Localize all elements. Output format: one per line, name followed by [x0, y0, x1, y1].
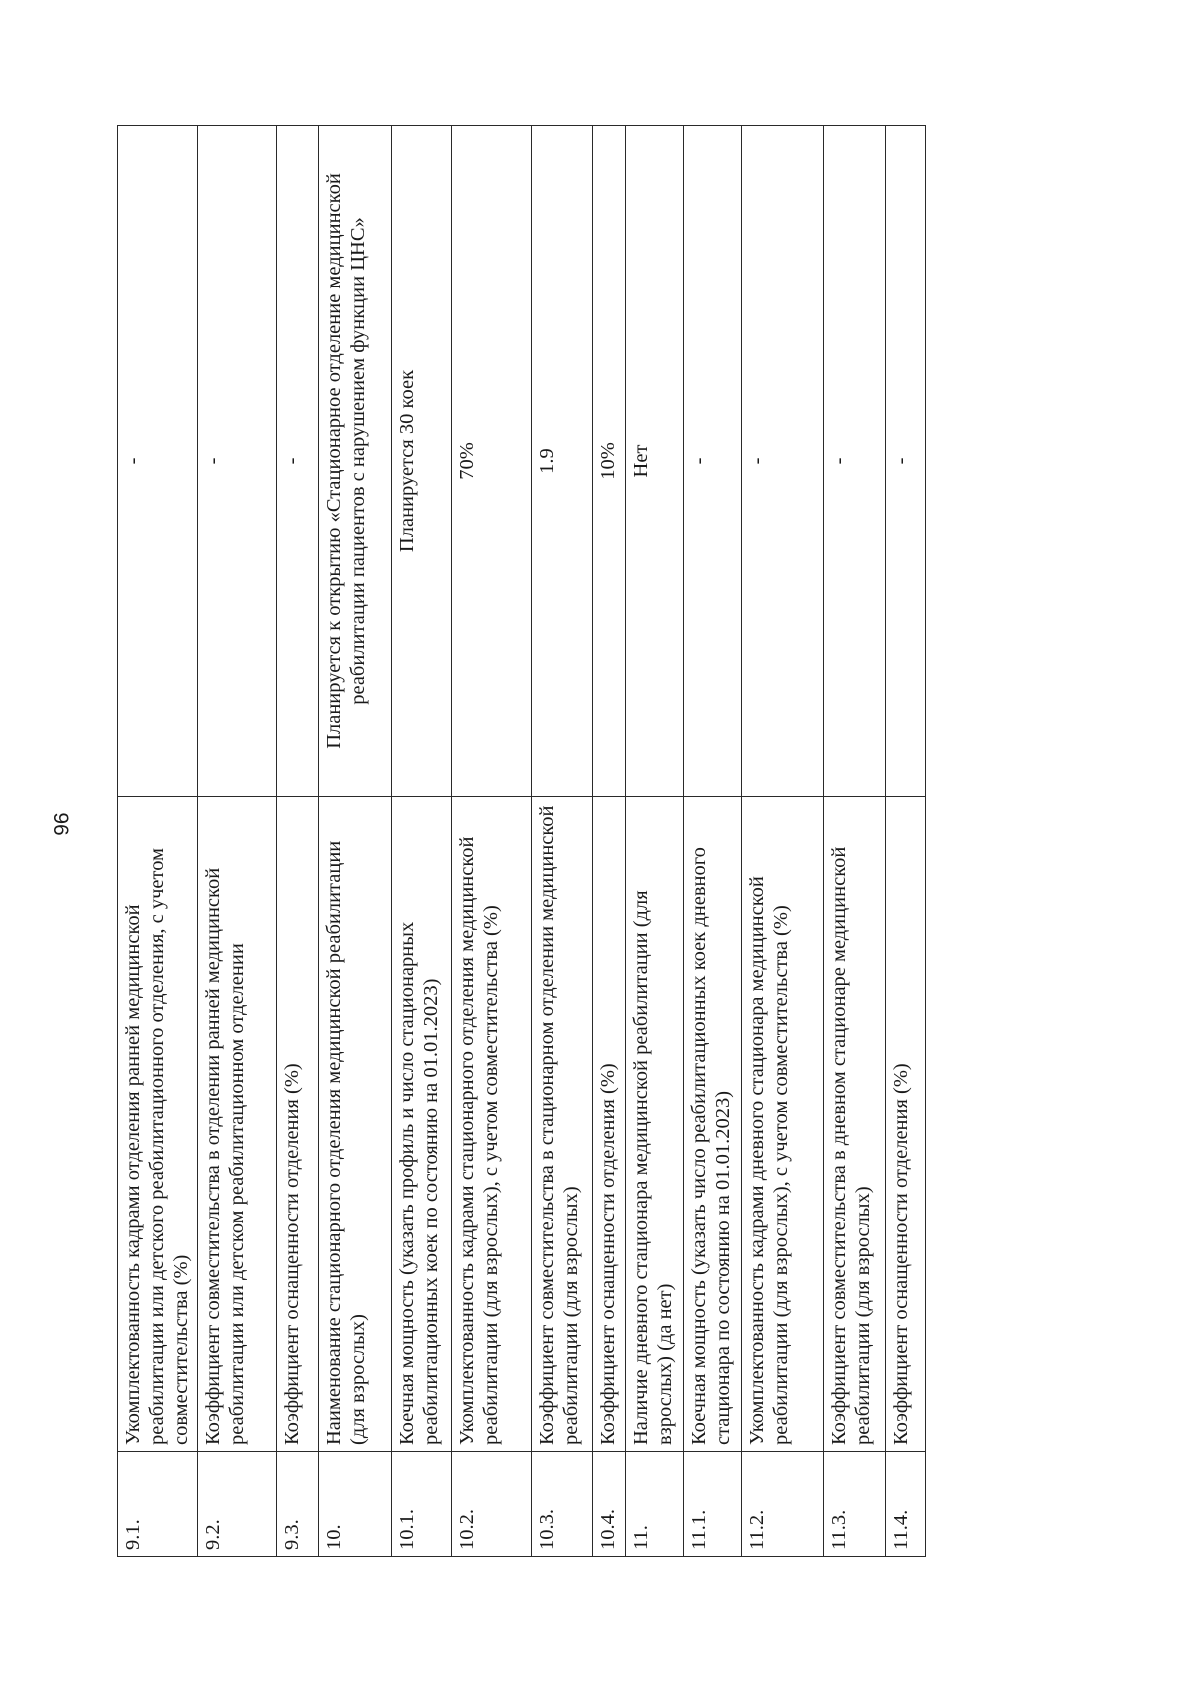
row-number: 9.3.: [276, 1452, 318, 1557]
indicator-value: -: [823, 126, 885, 797]
table-row: [118, 126, 198, 1557]
row-number: 10.1.: [391, 1452, 451, 1557]
row-number: 9.1.: [118, 1452, 198, 1557]
table-row: [318, 126, 391, 1557]
indicator-name: Укомплектованность кадрами дневного стационара медицинской реабилитации (для взрослых), с учетом совместительства (%): [741, 797, 823, 1452]
indicator-value: Планируется к открытию «Стационарное отделение медицинской реабилитации пациентов с нарушением функции ЦНС»: [318, 126, 391, 797]
table-row: [451, 126, 531, 1557]
indicator-name: Наименование стационарного отделения медицинской реабилитации (для взрослых): [318, 797, 391, 1452]
table-row: [276, 126, 318, 1557]
table-row: [885, 126, 925, 1557]
indicator-name: Укомплектованность кадрами отделения ранней медицинской реабилитации или детского реабилитационного отделения, с учетом совместительства (%): [118, 797, 198, 1452]
indicator-name: Коэффициент совместительства в отделении ранней медицинской реабилитации или детском реабилитационном отделении: [197, 797, 276, 1452]
indicator-name: Коечная мощность (указать профиль и число стационарных реабилитационных коек по состоянию на 01.01.2023): [391, 797, 451, 1452]
table-row: [391, 126, 451, 1557]
indicator-value: -: [683, 126, 741, 797]
indicator-name: Укомплектованность кадрами стационарного отделения медицинской реабилитации (для взрослых), с учетом совместительства (%): [451, 797, 531, 1452]
row-number: 11.: [625, 1452, 683, 1557]
indicator-value: Планируется 30 коек: [391, 126, 451, 797]
indicator-value: Нет: [625, 126, 683, 797]
table-row: [531, 126, 592, 1557]
indicator-value: -: [197, 126, 276, 797]
indicator-value: -: [741, 126, 823, 797]
indicator-name: Коэффициент совместительства в стационарном отделении медицинской реабилитации (для взрослых): [531, 797, 592, 1452]
row-number: 11.2.: [741, 1452, 823, 1557]
indicator-value: -: [276, 126, 318, 797]
page-number: 96: [49, 812, 72, 836]
indicator-value: -: [118, 126, 198, 797]
row-number: 9.2.: [197, 1452, 276, 1557]
table-row: [625, 126, 683, 1557]
indicator-table-container: [117, 125, 1167, 1557]
table-row: [683, 126, 741, 1557]
row-number: 11.3.: [823, 1452, 885, 1557]
indicator-name: Коэффициент совместительства в дневном стационаре медицинской реабилитации (для взрослых): [823, 797, 885, 1452]
indicator-value: -: [885, 126, 925, 797]
table-row: [197, 126, 276, 1557]
indicator-name: Коечная мощность (указать число реабилитационных коек дневного стационара по состоянию на 01.01.2023): [683, 797, 741, 1452]
table-row: [741, 126, 823, 1557]
row-number: 11.4.: [885, 1452, 925, 1557]
table-row: [823, 126, 885, 1557]
indicator-table: [117, 125, 926, 1557]
indicator-name: Наличие дневного стационара медицинской реабилитации (для взрослых) (да нет): [625, 797, 683, 1452]
indicator-value: 70%: [451, 126, 531, 797]
indicator-value: 1.9: [531, 126, 592, 797]
indicator-value: 10%: [592, 126, 625, 797]
indicator-name: Коэффициент оснащенности отделения (%): [885, 797, 925, 1452]
indicator-name: Коэффициент оснащенности отделения (%): [276, 797, 318, 1452]
row-number: 10.2.: [451, 1452, 531, 1557]
table-row: [592, 126, 625, 1557]
row-number: 11.1.: [683, 1452, 741, 1557]
indicator-name: Коэффициент оснащенности отделения (%): [592, 797, 625, 1452]
row-number: 10.4.: [592, 1452, 625, 1557]
row-number: 10.: [318, 1452, 391, 1557]
row-number: 10.3.: [531, 1452, 592, 1557]
